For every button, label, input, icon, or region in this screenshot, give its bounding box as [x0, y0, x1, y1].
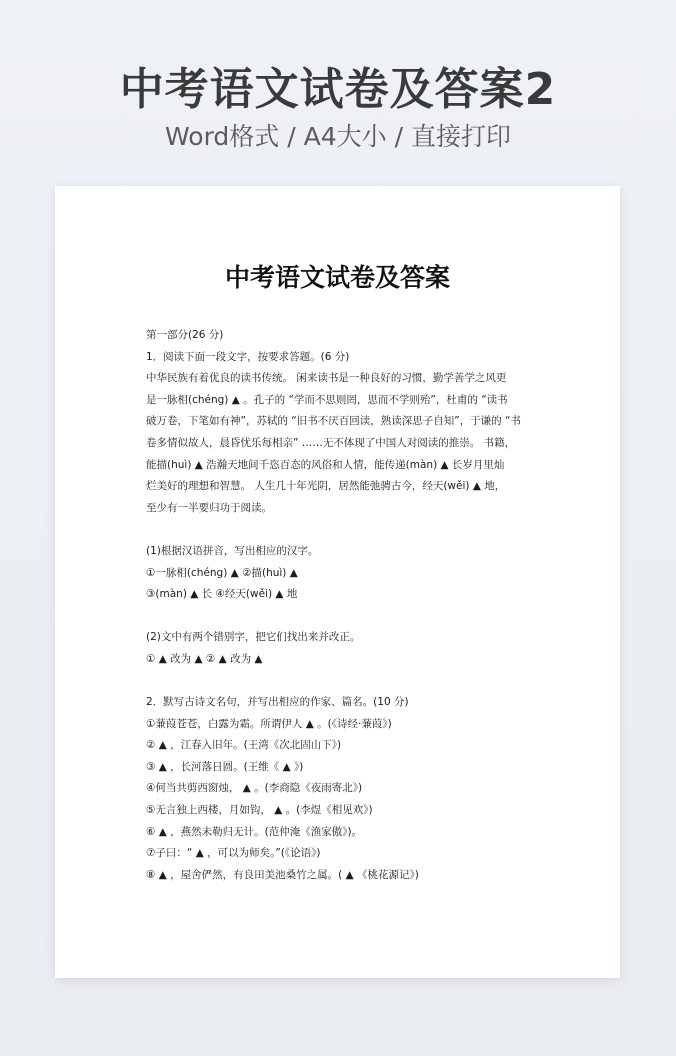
banner-subtitle: Word格式 / A4大小 / 直接打印: [165, 122, 511, 151]
text-line: 卷多情似故人，晨昏忧乐每相亲” ……无不体现了中国人对阅读的推崇。 书籍，: [146, 436, 516, 449]
text-line: ①一脉相(chéng) ▲ ②描(huì) ▲: [146, 566, 298, 579]
text-line: ③(màn) ▲ 长 ④经天(wěi) ▲ 地: [146, 588, 298, 601]
banner-title: 中考语文试卷及答案2: [119, 64, 557, 115]
text-line: ⑧ ▲ ，屋舍俨然，有良田美池桑竹之属。( ▲ 《桃花源记》): [146, 868, 419, 881]
text-line: 1．阅读下面一段文字，按要求答题。(6 分): [146, 350, 350, 363]
text-line: 烂美好的理想和智慧。 人生几十年光阴，居然能弛骋古今，经天(wěi) ▲ 地，: [146, 480, 506, 493]
document-page: [55, 186, 620, 978]
text-line: ⑤无言独上西楼，月如钩， ▲ 。(李煜《相见欢》): [146, 804, 373, 817]
text-line: ①蒹葭苍苍，白露为霜。所谓伊人 ▲ 。(《诗经·蒹葭》): [146, 717, 392, 730]
document-body: [146, 325, 529, 886]
text-line: ⑦子曰：“ ▲ ，可以为师矣。”(《论语》): [146, 847, 321, 860]
text-line: ④何当共剪西窗烛， ▲ 。(李商隐《夜雨寄北》): [146, 782, 363, 795]
text-line: (2)文中有两个错别字，把它们找出来并改正。: [146, 631, 361, 644]
text-line: 是一脉相(chéng) ▲ 。孔子的 “学而不思则罔，思而不学则殆”，杜甫的 “读书: [146, 393, 508, 406]
text-line: (1)根据汉语拼音，写出相应的汉字。: [146, 544, 319, 557]
blank-line: [146, 606, 529, 628]
blank-line: [146, 519, 529, 541]
text-line: 2．默写古诗文名句，并写出相应的作家、篇名。(10 分): [146, 696, 409, 709]
text-line: ② ▲ ，江春入旧年。(王湾《次北固山下》): [146, 739, 342, 752]
text-line: ③ ▲ ，长河落日圆。(王维《 ▲ 》): [146, 760, 304, 773]
text-line: 至少有一半要归功于阅读。: [146, 501, 272, 514]
text-line: 中华民族有着优良的读书传统。 闲来读书是一种良好的习惯，勤学善学之风更: [146, 372, 507, 385]
text-line: 破万卷，下笔如有神”，苏轼的 “旧书不厌百回读，熟读深思子自知”，于谦的 “书: [146, 415, 521, 428]
text-line: 能描(huì) ▲ 浩瀚天地间千恣百态的风俗和人情，能传递(màn) ▲ 长岁月里灿: [146, 458, 505, 471]
blank-line: [146, 671, 529, 693]
text-line: ① ▲ 改为 ▲ ② ▲ 改为 ▲: [146, 652, 263, 665]
text-line: ⑥ ▲ ，燕然未勒归无计。(范仲淹《渔家傲》)。: [146, 825, 363, 838]
text-line: 第一部分(26 分): [146, 329, 224, 341]
document-title: 中考语文试卷及答案: [224, 263, 450, 292]
